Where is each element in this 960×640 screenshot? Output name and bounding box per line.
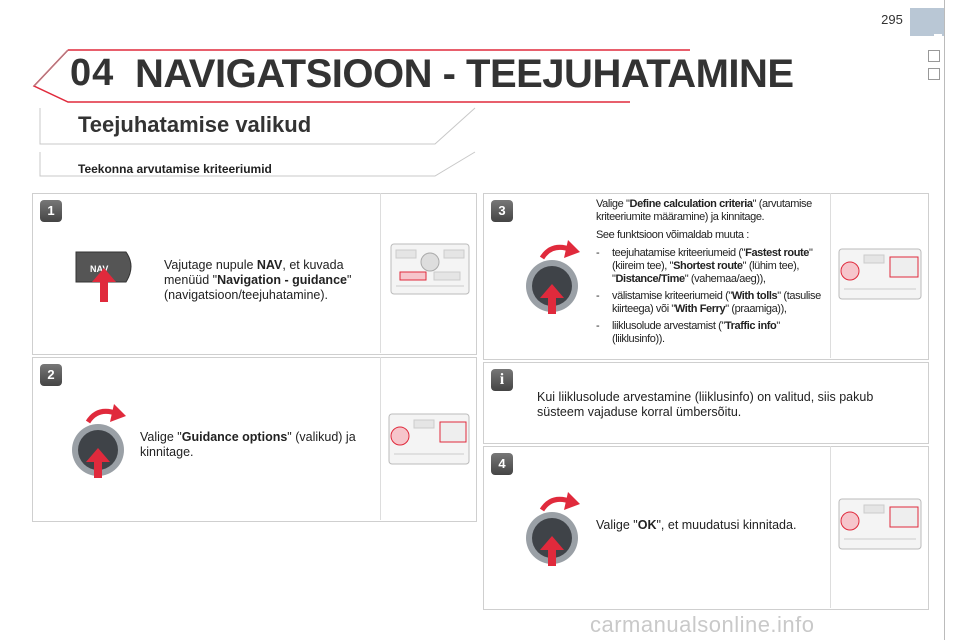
chapter-title: NAVIGATSIOON - TEEJUHATAMINE bbox=[135, 52, 794, 96]
knob-illustration bbox=[520, 236, 584, 316]
radio-unit-illustration bbox=[390, 240, 470, 298]
section-title: Teejuhatamise valikud bbox=[78, 112, 312, 137]
step-2-badge: 2 bbox=[40, 364, 62, 386]
list-item: - välistamise kriteeriumeid ("With tolls" (tasulise kiirteega) või "With Ferry" (praamiga)), bbox=[596, 290, 821, 315]
step-4-text: Valige "OK", et muudatusi kinnitada. bbox=[596, 518, 797, 532]
step-2-text: Valige "Guidance options" (valikud) ja kinnitage. bbox=[140, 430, 356, 459]
knob-illustration bbox=[66, 400, 130, 480]
chapter-number: 04 bbox=[70, 52, 115, 94]
list-item: - liiklusolude arvestamist ("Traffic info" (liiklusinfo)). bbox=[596, 320, 780, 345]
list-item: - teejuhatamise kriteeriumeid ("Fastest route" (kiireim tee), "Shortest route" (lühim tee), "Distance/Time" (vahemaa/aeg)), bbox=[596, 247, 813, 285]
page-number: 295 bbox=[881, 12, 903, 27]
section-subtitle: Teekonna arvutamise kriteeriumid bbox=[78, 162, 272, 176]
watermark: carmanualsonline.info bbox=[590, 612, 815, 637]
radio-unit-illustration bbox=[838, 495, 922, 553]
page-corner-marker bbox=[934, 34, 942, 42]
info-text: Kui liiklusolude arvestamine (liiklusinfo) on valitud, siis pakub süsteem vajaduse korral ümbersõitu. bbox=[537, 390, 874, 419]
step-1-badge: 1 bbox=[40, 200, 62, 222]
radio-unit-illustration bbox=[838, 245, 922, 303]
step-3-text: Valige "Define calculation criteria" (arvutamise kriteeriumite määramine) ja kinnitage. See funktsioon võimaldab muuta : - teejuhatamise kriteeriumeid ("Fastest route" (kiireim tee), "Shortest route" (lühim tee), "Distance/Time" (vahemaa/aeg)), - välistamise kriteeriumeid ("With tolls" (tasulise kiirteega) või "With Ferry" (praamiga)), - liiklusolude arvestamist ("Traffic info" (liiklusinfo)). bbox=[596, 198, 828, 350]
knob-illustration bbox=[520, 488, 584, 568]
side-checkbox bbox=[928, 68, 940, 80]
step-1-text: Vajutage nupule NAV, et kuvada menüüd "Navigation - guidance" (navigatsioon/teejuhatamine). bbox=[164, 258, 352, 302]
nav-button-label: NAV bbox=[90, 264, 109, 274]
side-strip bbox=[944, 0, 960, 640]
step-4-badge: 4 bbox=[491, 453, 513, 475]
side-checkbox bbox=[928, 50, 940, 62]
page-corner-tab bbox=[910, 8, 944, 36]
radio-unit-illustration bbox=[388, 410, 470, 468]
nav-button-illustration bbox=[70, 248, 140, 304]
step-3-badge: 3 bbox=[491, 200, 513, 222]
info-icon: i bbox=[491, 369, 513, 391]
